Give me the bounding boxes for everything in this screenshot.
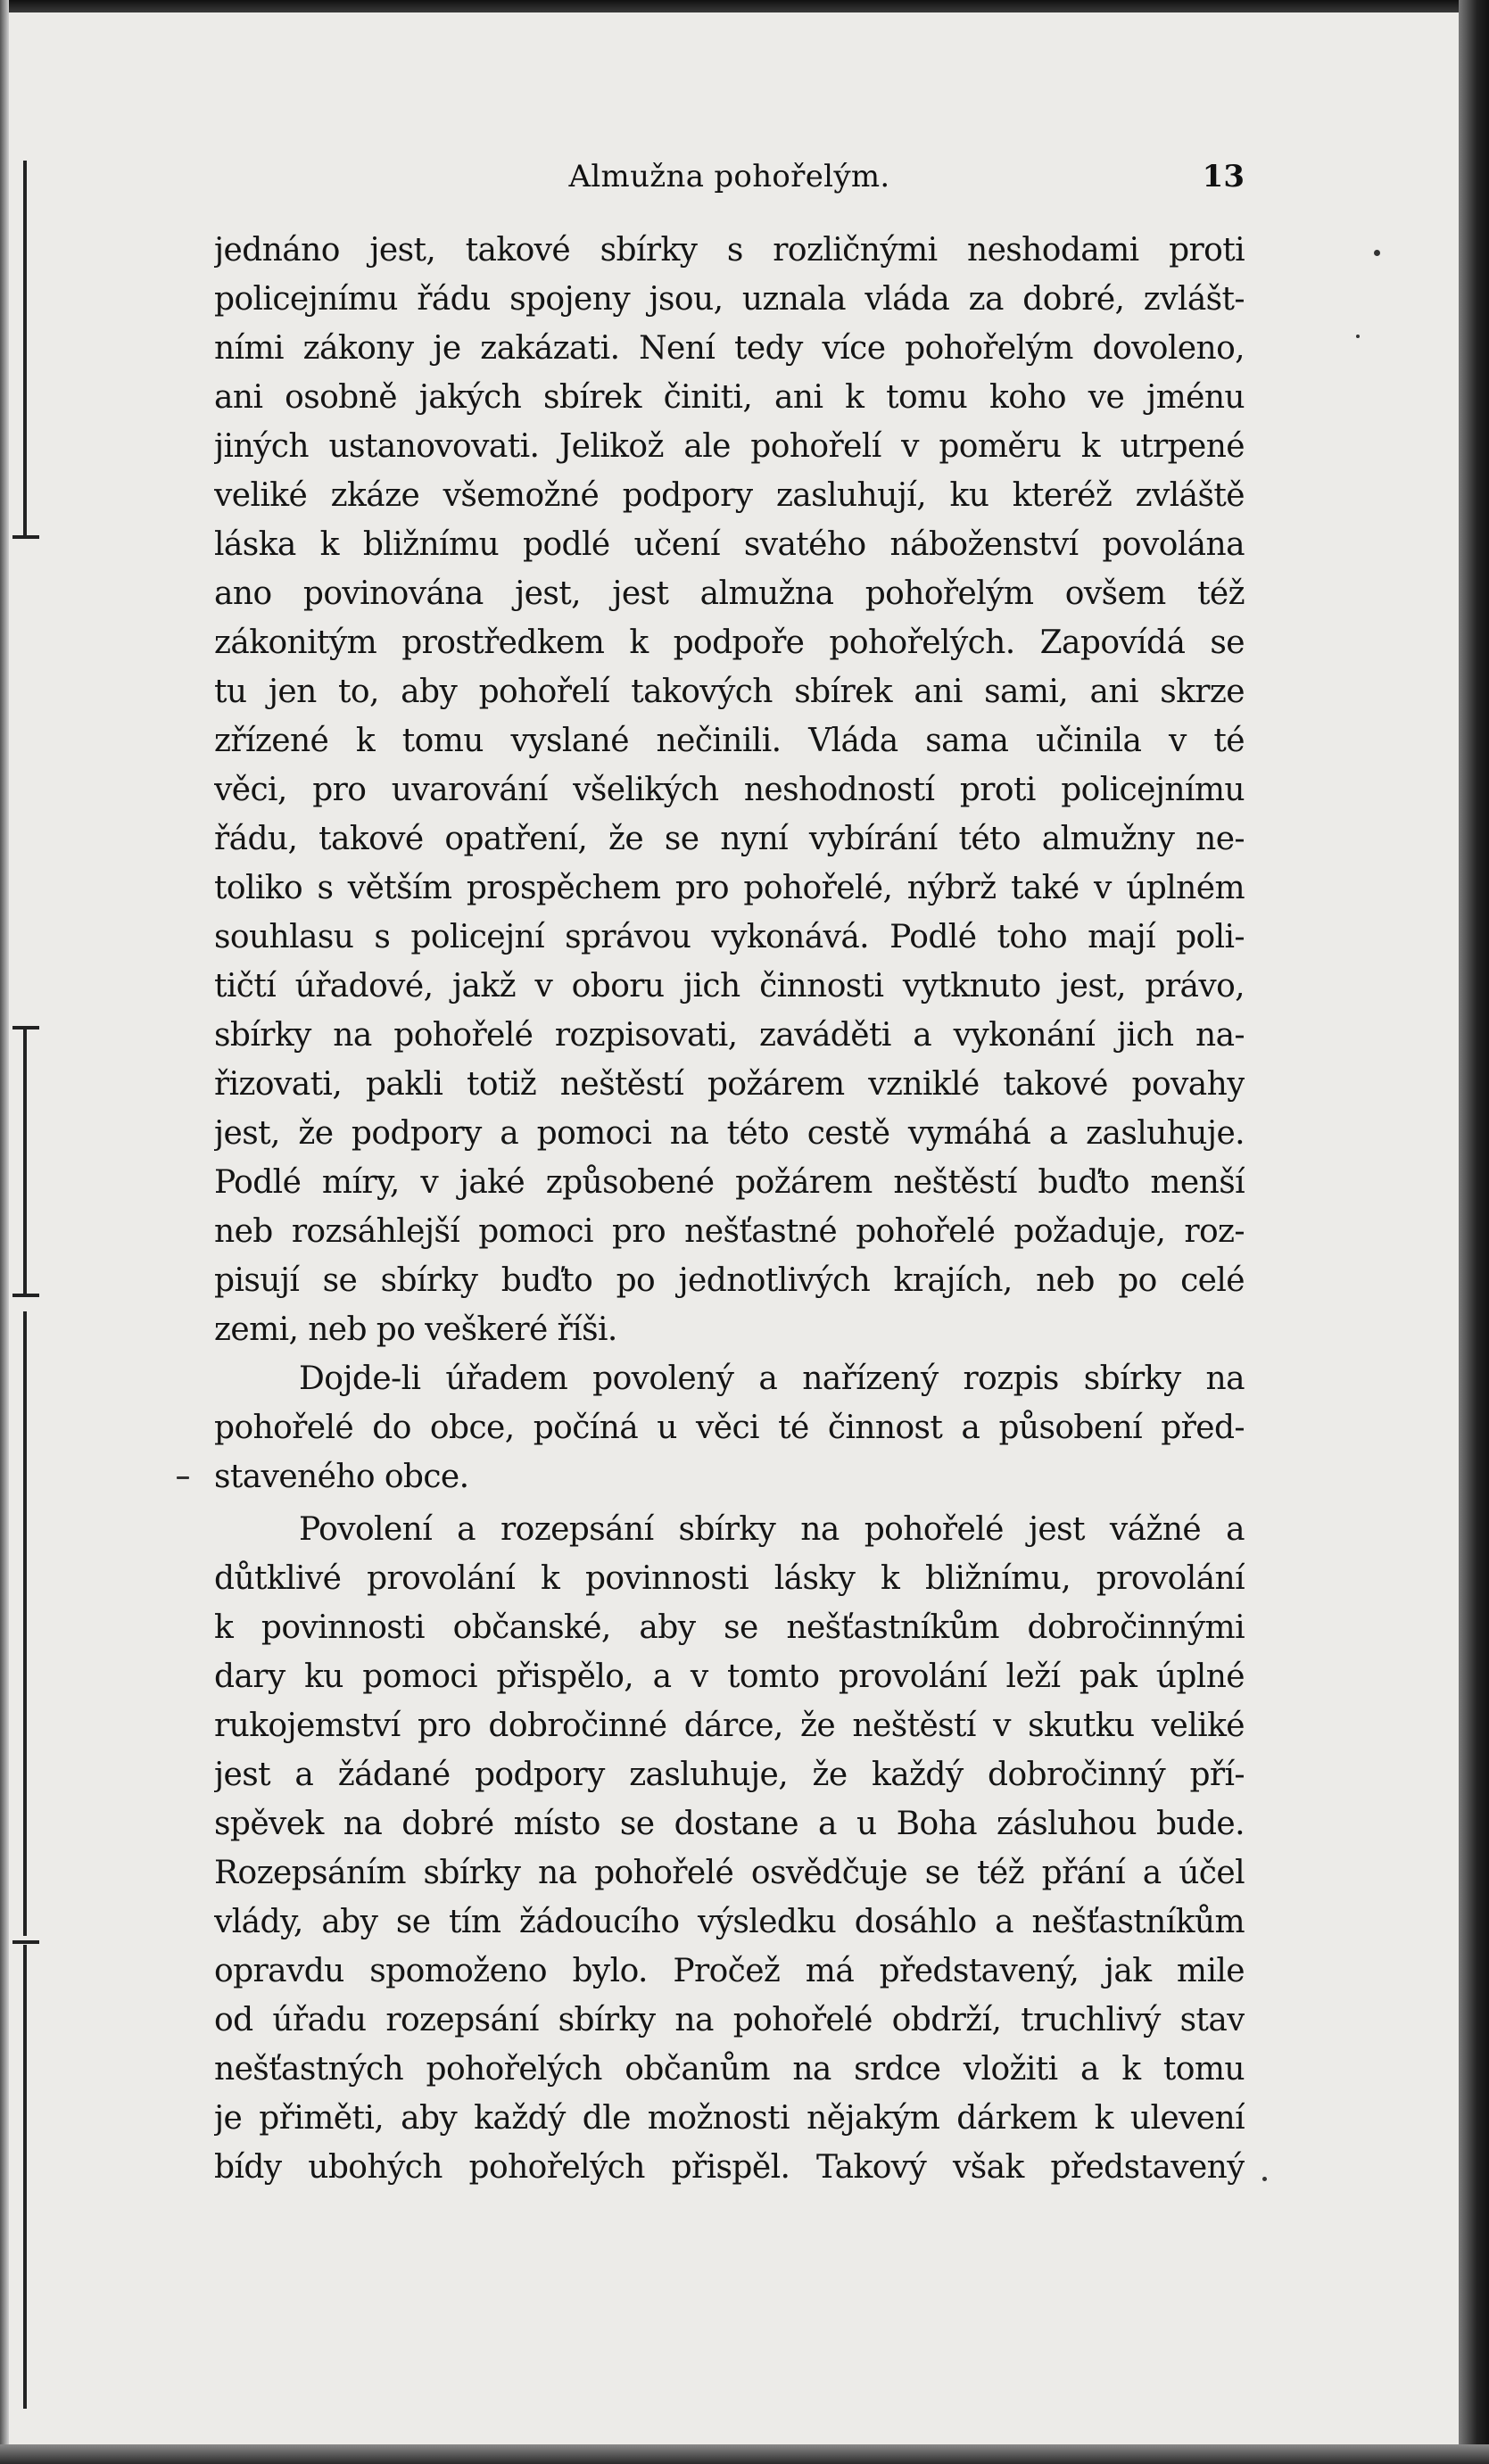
text-line: vlády, aby se tím žádoucího výsledku dosáhlo a nešťastníkům [214, 1904, 1245, 1940]
scan-edge-bottom [0, 2444, 1489, 2464]
text-line: zřízené k tomu vyslané nečinili. Vláda sama učinila v té [214, 723, 1245, 759]
text-line: jest, že podpory a pomoci na této cestě vymáhá a zasluhuje. [214, 1115, 1245, 1152]
binding-line [23, 1945, 27, 2409]
binding-line [23, 161, 27, 535]
scan-edge-left [0, 0, 9, 2464]
text-line: důtklivé provolání k povinnosti lásky k bližnímu, provolání [214, 1560, 1245, 1597]
ink-speck [1262, 2177, 1267, 2181]
text-line: věci, pro uvarování všelikých neshodností proti policejnímu [214, 772, 1245, 808]
text-line: policejnímu řádu spojeny jsou, uznala vláda za dobré, zvlášt- [214, 281, 1245, 318]
binding-line [23, 1311, 27, 1936]
text-line: ano povinována jest, jest almužna pohořelým ovšem též [214, 575, 1245, 612]
text-line: Rozepsáním sbírky na pohořelé osvědčuje se též přání a účel [214, 1855, 1245, 1891]
text-line: rukojemství pro dobročinné dárce, že neštěstí v skutku veliké [214, 1707, 1245, 1744]
text-line: pohořelé do obce, počíná u věci té činnost a působení před- [214, 1410, 1245, 1446]
text-line: toliko s větším prospěchem pro pohořelé, nýbrž také v úplném [214, 870, 1245, 906]
text-line: staveného obce. [214, 1459, 469, 1495]
text-line: nešťastných pohořelých občanům na srdce vložiti a k tomu [214, 2051, 1245, 2088]
running-title: Almužna pohořelým. [568, 159, 890, 194]
text-line: sbírky na pohořelé rozpisovati, zaváděti a vykonání jich na- [214, 1017, 1245, 1054]
binding-mark [12, 1294, 39, 1297]
binding-mark [12, 1026, 39, 1029]
scan-edge-right [1459, 0, 1489, 2464]
text-line: bídy ubohých pohořelých přispěl. Takový však představený [214, 2149, 1245, 2186]
text-line: ani osobně jakých sbírek činiti, ani k tomu koho ve jménu [214, 379, 1245, 416]
text-line: ními zákony je zakázati. Není tedy více pohořelým dovoleno, [214, 330, 1245, 367]
text-line: zemi, neb po veškeré říši. [214, 1311, 617, 1348]
text-line: tu jen to, aby pohořelí takových sbírek ani sami, ani skrze [214, 674, 1245, 710]
text-line: od úřadu rozepsání sbírky na pohořelé obdrží, truchlivý stav [214, 2002, 1245, 2038]
page-number: 13 [1202, 159, 1245, 194]
binding-mark [12, 1940, 39, 1944]
text-line: jednáno jest, takové sbírky s rozličnými neshodami proti [214, 232, 1245, 269]
text-line: řádu, takové opatření, že se nyní vybírání této almužny ne- [214, 821, 1245, 857]
text-line: dary ku pomoci přispělo, a v tomto provolání leží pak úplné [214, 1658, 1245, 1695]
text-line: veliké zkáze všemožné podpory zasluhují, ku kteréž zvláště [214, 477, 1245, 514]
scan-edge-top [0, 0, 1489, 12]
text-line: opravdu spomoženo bylo. Pročež má představený, jak mile [214, 1953, 1245, 1989]
text-line: Povolení a rozepsání sbírky na pohořelé jest vážné a [299, 1511, 1245, 1548]
text-line: k povinnosti občanské, aby se nešťastníkům dobročinnými [214, 1609, 1245, 1646]
text-line: spěvek na dobré místo se dostane a u Boha zásluhou bude. [214, 1806, 1245, 1842]
text-line: Podlé míry, v jaké způsobené požárem neštěstí buďto menší [214, 1164, 1245, 1201]
body-text [214, 226, 1245, 2192]
text-line: neb rozsáhlejší pomoci pro nešťastné pohořelé požaduje, roz- [214, 1213, 1245, 1250]
text-line: pisují se sbírky buďto po jednotlivých krajích, neb po celé [214, 1262, 1245, 1299]
text-line: jiných ustanovovati. Jelikož ale pohořelí v poměru k utrpené [214, 428, 1245, 465]
text-line: řizovati, pakli totiž neštěstí požárem vzniklé takové povahy [214, 1066, 1245, 1103]
ink-speck [1374, 250, 1380, 256]
text-line: láska k bližnímu podlé učení svatého náboženství povolána [214, 526, 1245, 563]
text-line: tičtí úřadové, jakž v oboru jich činnosti vytknuto jest, právo, [214, 968, 1245, 1005]
text-line: jest a žádané podpory zasluhuje, že každý dobročinný pří- [214, 1757, 1245, 1793]
binding-line [23, 1026, 27, 1294]
text-line: Dojde-li úřadem povolený a nařízený rozpis sbírky na [299, 1360, 1245, 1397]
ink-speck [177, 1476, 189, 1479]
text-line: je přiměti, aby každý dle možnosti nějakým dárkem k ulevení [214, 2100, 1245, 2137]
running-header [214, 159, 1245, 202]
text-line: zákonitým prostředkem k podpoře pohořelých. Zapovídá se [214, 624, 1245, 661]
ink-speck [1356, 335, 1360, 338]
text-line: souhlasu s policejní správou vykonává. Podlé toho mají poli- [214, 919, 1245, 955]
binding-mark [12, 535, 39, 539]
